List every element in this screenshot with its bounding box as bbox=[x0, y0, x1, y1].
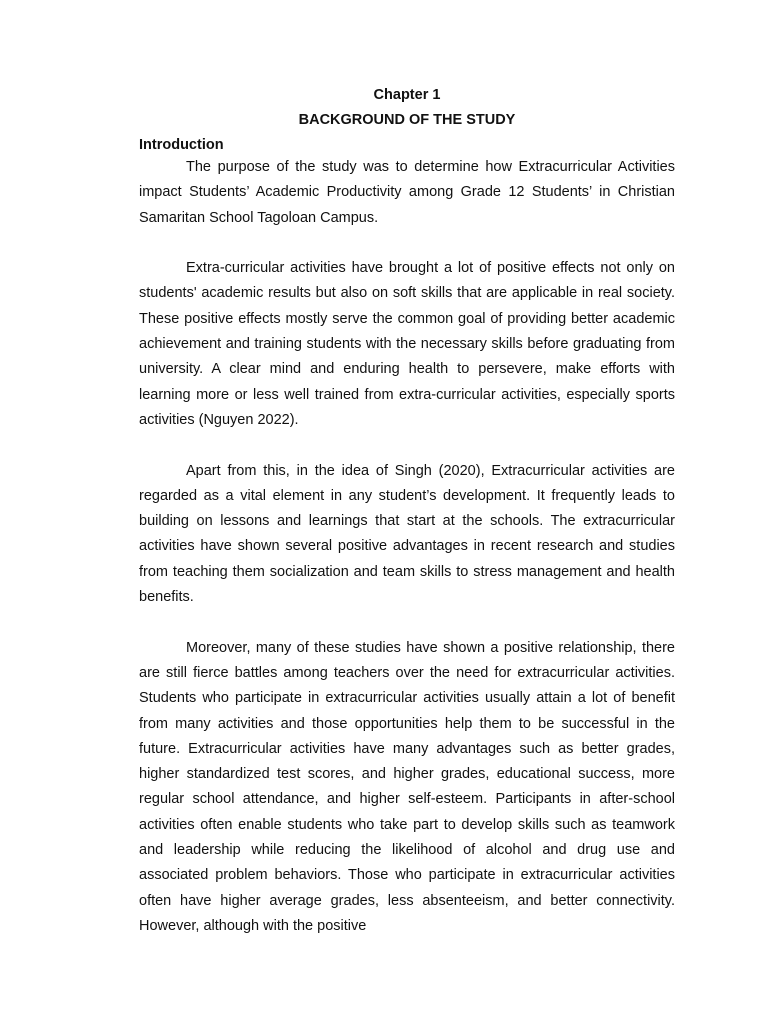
chapter-label: Chapter 1 bbox=[373, 87, 441, 103]
chapter-title: BACKGROUND OF THE STUDY bbox=[298, 112, 516, 128]
paragraph-relationship: Moreover, many of these studies have shown a positive relationship, there are still fierce battles among teachers over the need for extracurricular activities. Students who participate in extracurricular activities usually attain a lot of benefit from many activities and those opportunities help them to be successful in the future. Extracurricular activities have many advantages such as better grades, higher standardized test scores, and higher grades, educational success, more regular school attendance, and higher self-esteem. Participants in after-school activities often enable students who take part to develop skills such as teamwork and leadership while reducing the likelihood of alcohol and drug use and associated problem behaviors. Those who participate in extracurricular activities often have higher average grades, less absenteeism, and better connectivity. However, although with the positive bbox=[139, 639, 675, 934]
paragraph-singh: Apart from this, in the idea of Singh (2020), Extracurricular activities are regarded as a vital element in any student’s development. It frequently leads to building on lessons and learnings that start at the schools. The extracurricular activities have shown several positive advantages in recent research and studies from teaching them socialization and team skills to stress management and health benefits. bbox=[139, 462, 675, 606]
section-heading: Introduction bbox=[139, 137, 224, 153]
paragraph-purpose: The purpose of the study was to determine how Extracurricular Activities impact Students’ Academic Productivity among Grade 12 Students’ in Christian Samaritan School Tagoloan Campus. bbox=[139, 159, 675, 226]
paragraph-positive-effects: Extra-curricular activities have brought a lot of positive effects not only on students' academic results but also on soft skills that are applicable in real society. These positive effects mostly serve the common goal of providing better academic achievement and training students with the necessary skills before graduating from university. A clear mind and enduring health to persevere, make efforts with learning more or less well trained from extra-curricular activities, especially sports activities (Nguyen 2022). bbox=[139, 260, 675, 428]
document-page bbox=[139, 85, 675, 939]
